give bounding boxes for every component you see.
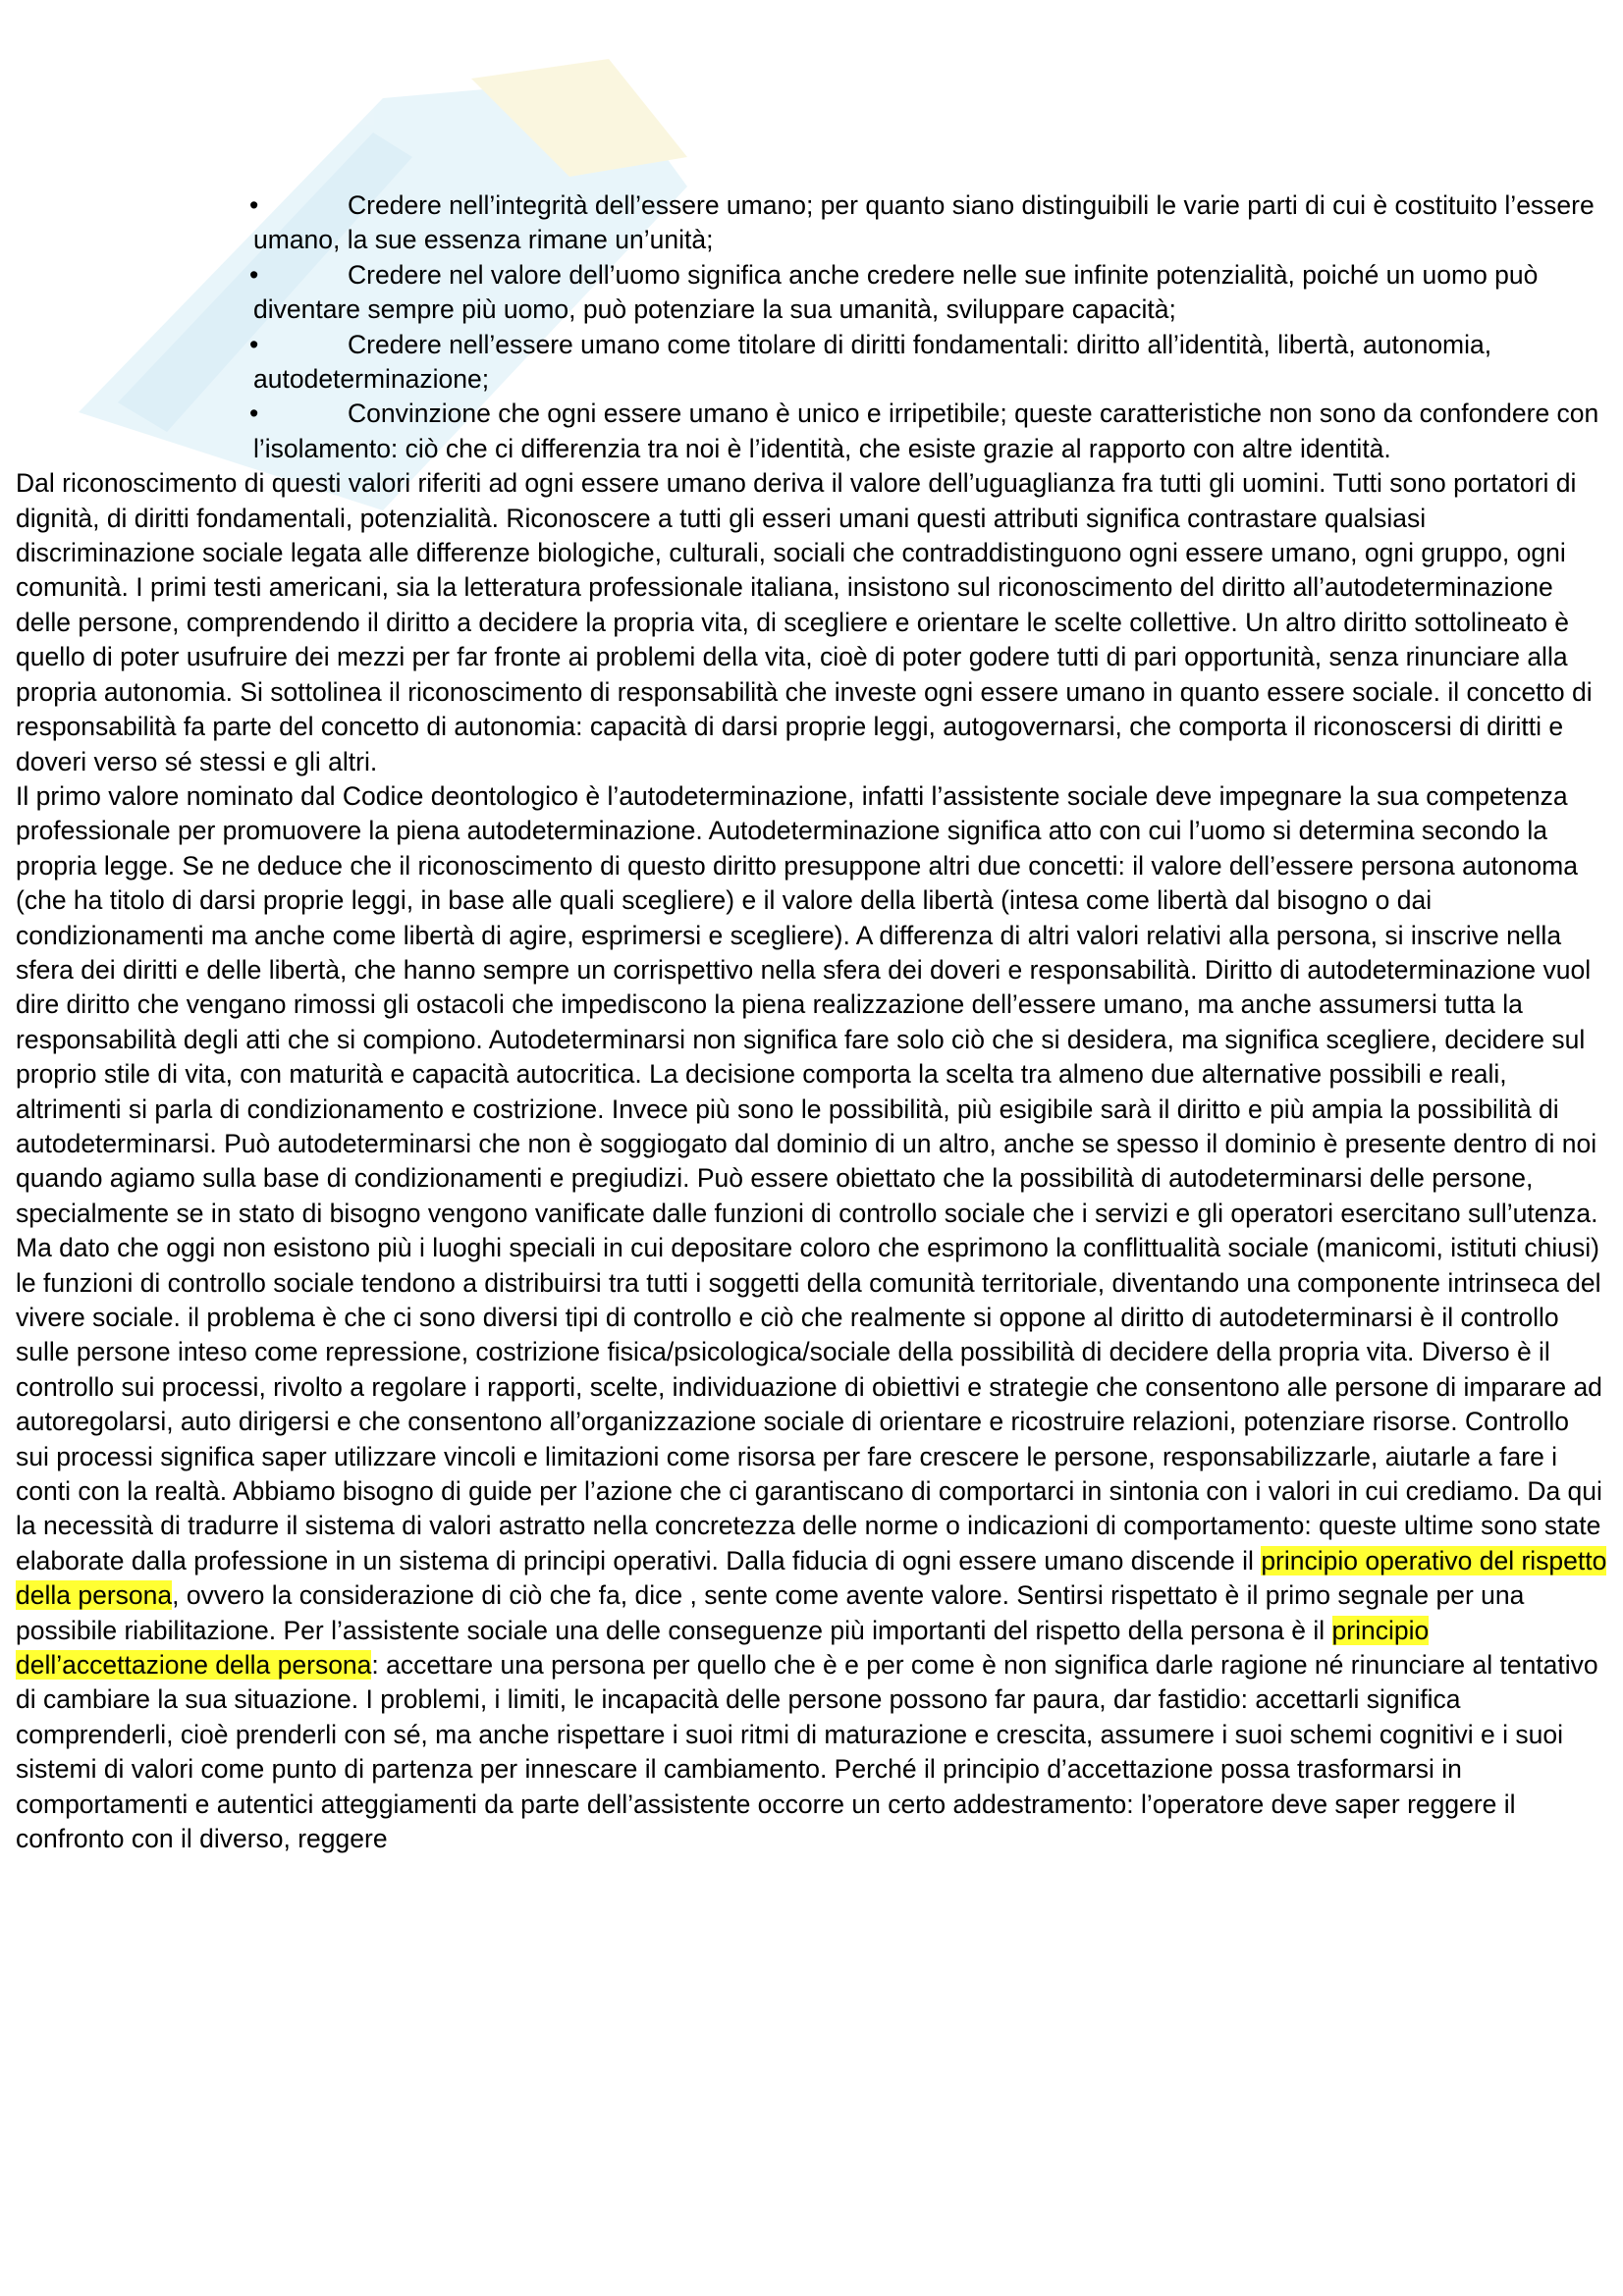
value-bullet-list bbox=[16, 188, 1608, 466]
document-page bbox=[16, 188, 1608, 1857]
bullet-dot-icon: • bbox=[249, 190, 259, 220]
highlight-rispetto-persona: principio operativo del rispetto della persona bbox=[16, 1545, 1607, 1611]
bullet-dot-icon: • bbox=[249, 329, 259, 359]
bullet-item bbox=[249, 328, 1608, 398]
highlight-accettazione-persona: principio dell’accettazione della persona bbox=[16, 1615, 1430, 1681]
paragraph-text: : accettare una persona per quello che è e per come è non significa darle ragione né rinunciare al tentativo di cambiare la sua situazione. I problemi, i limiti, le incapacità delle persone possono far paura, dar fastidio: accettarli significa comprenderli, cioè prenderli con sé, ma anche rispettare i suoi ritmi di maturazione e crescita, assumere i suoi schemi cognitivi e i suoi sistemi di valori come punto di partenza per innescare il cambiamento. Perché il principio d’accettazione possa trasformarsi in comportamenti e autentici atteggiamenti da parte dell’assistente occorre un certo addestramento: l’operatore deve saper reggere il confronto con il diverso, reggere bbox=[16, 1650, 1598, 1854]
bullet-item bbox=[249, 397, 1608, 466]
bullet-text: Convinzione che ogni essere umano è unico e irripetibile; queste caratteristiche non sono da confondere con l’isolamento: ciò che ci differenzia tra noi è l’identità, che esiste grazie al rapporto con altre identità. bbox=[253, 399, 1599, 463]
bullet-item bbox=[249, 258, 1608, 328]
paragraph-text: , ovvero la considerazione di ciò che fa, dice , sente come avente valore. Sentirsi rispettato è il primo segnale per una possibile riabilitazione. Per l’assistente sociale una delle conseguenze più importanti del rispetto della persona è il bbox=[16, 1580, 1525, 1645]
bullet-text: Credere nell’integrità dell’essere umano; per quanto siano distinguibili le varie parti di cui è costituito l’essere umano, la sue essenza rimane un’unità; bbox=[253, 190, 1595, 255]
paragraph-uguaglianza: Dal riconoscimento di questi valori riferiti ad ogni essere umano deriva il valore dell’uguaglianza fra tutti gli uomini. Tutti sono portatori di dignità, di diritti fondamentali, potenzialità. Riconoscere a tutti gli esseri umani questi attributi significa contrastare qualsiasi discriminazione sociale legata alle differenze biologiche, culturali, sociali che contraddistinguono ogni essere umano, ogni gruppo, ogni comunità. I primi testi americani, sia la letteratura professionale italiana, insistono sul riconoscimento del diritto all’autodeterminazione delle persone, comprendendo il diritto a decidere la propria vita, di scegliere e orientare le scelte collettive. Un altro diritto sottolineato è quello di poter usufruire dei mezzi per far fronte ai problemi della vita, cioè di poter godere tutti di pari opportunità, senza rinunciare alla propria autonomia. Si sottolinea il riconoscimento di responsabilità che investe ogni essere umano in quanto essere sociale. il concetto di responsabilità fa parte del concetto di autonomia: capacità di darsi proprie leggi, autogovernarsi, che comporta il riconoscersi di diritti e doveri verso sé stessi e gli altri. bbox=[16, 468, 1593, 776]
paragraph-controllo-sociale bbox=[16, 1231, 1608, 1856]
paragraph-autodeterminazione: Il primo valore nominato dal Codice deontologico è l’autodeterminazione, infatti l’assistente sociale deve impegnare la sua competenza professionale per promuovere la piena autodeterminazione. Autodeterminazione significa atto con cui l’uomo si determina secondo la propria legge. Se ne deduce che il riconoscimento di questo diritto presuppone altri due concetti: il valore dell’essere persona autonoma (che ha titolo di darsi proprie leggi, in base alle quali scegliere) e il valore della libertà (intesa come libertà dal bisogno o dai condizionamenti ma anche come libertà di agire, esprimersi e scegliere). A differenza di altri valori relativi alla persona, si inscrive nella sfera dei diritti e delle libertà, che hanno sempre un corrispettivo nella sfera dei doveri e responsabilità. Diritto di autodeterminazione vuol dire diritto che vengano rimossi gli ostacoli che impediscono la piena realizzazione dell’essere umano, ma anche assumersi tutta la responsabilità degli atti che si compiono. Autodeterminarsi non significa fare solo ciò che si desidera, ma significa scegliere, decidere sul proprio stile di vita, con maturità e capacità autocritica. La decisione comporta la scelta tra almeno due alternative possibili e reali, altrimenti si parla di condizionamento e costrizione. Invece più sono le possibilità, più esigibile sarà il diritto e più ampia la possibilità di autodeterminarsi. Può autodeterminarsi che non è soggiogato dal dominio di un altro, anche se spesso il dominio è presente dentro di noi quando agiamo sulla base di condizionamenti e pregiudizi. Può essere obiettato che la possibilità di autodeterminarsi delle persone, specialmente se in stato di bisogno vengono vanificate dalle funzioni di controllo sociale che i servizi e gli operatori esercitano sull’utenza. bbox=[16, 780, 1598, 1228]
bullet-text: Credere nel valore dell’uomo significa anche credere nelle sue infinite potenzialità, poiché un uomo può diventare sempre più uomo, può potenziare la sua umanità, sviluppare capacità; bbox=[253, 259, 1539, 325]
bullet-dot-icon: • bbox=[249, 259, 259, 290]
paragraph-text: Ma dato che oggi non esistono più i luoghi speciali in cui depositare coloro che esprimono la conflittualità sociale (manicomi, istituti chiusi) le funzioni di controllo sociale tendono a distribuirsi tra tutti i soggetti della comunità territoriale, diventando una componente intrinseca del vivere sociale. il problema è che ci sono diversi tipi di controllo e ciò che realmente si oppone al diritto di autodeterminarsi è il controllo sulle persone inteso come repressione, costrizione fisica/psicologica/sociale della possibilità di decidere della propria vita. Diverso è il controllo sui processi, rivolto a regolare i rapporti, scelte, individuazione di obiettivi e strategie che consentono alle persone di imparare ad autoregolarsi, auto dirigersi e che consentono all’organizzazione sociale di orientare e ricostruire relazioni, potenziare risorse. Controllo sui processi significa saper utilizzare vincoli e limitazioni come risorsa per fare crescere le persone, responsabilizzarle, aiutarle a fare i conti con la realtà. Abbiamo bisogno di guide per l’azione che ci garantiscano di comportarci in sintonia con i valori in cui crediamo. Da qui la necessità di tradurre il sistema di valori astratto nella concretezza delle norme o indicazioni di comportamento: queste ultime sono state elaborate dalla professione in un sistema di principi operativi. Dalla fiducia di ogni essere umano discende il bbox=[16, 1233, 1602, 1575]
bullet-dot-icon: • bbox=[249, 399, 259, 429]
bullet-text: Credere nell’essere umano come titolare di diritti fondamentali: diritto all’identità, libertà, autonomia, autodeterminazione; bbox=[253, 329, 1492, 395]
bullet-item bbox=[249, 188, 1608, 258]
